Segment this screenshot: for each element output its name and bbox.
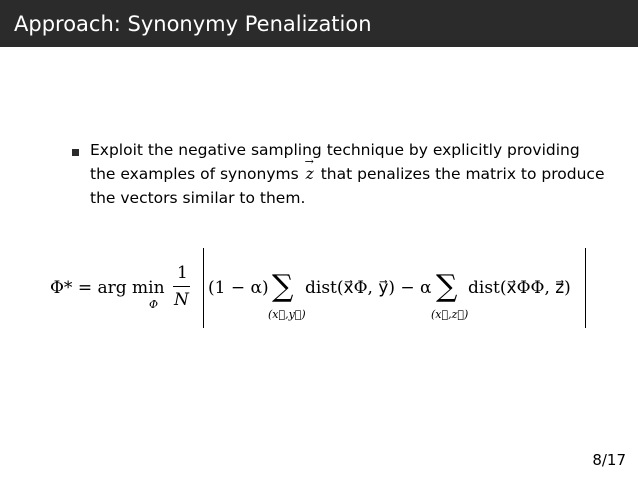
fraction-numerator: 1	[177, 263, 188, 283]
loss-formula	[0, 245, 638, 335]
fraction-line	[173, 286, 190, 287]
abs-bar-left	[203, 248, 204, 328]
bullet-text-after: that penalizes the matrix to produce the vectors similar to them.	[90, 165, 605, 207]
bullet-marker	[72, 149, 79, 156]
sum-symbol-2: ∑	[436, 269, 458, 304]
formula-lhs: Φ* = arg min	[50, 278, 165, 298]
sum1-subscript: (x⃗,y⃗)	[268, 308, 306, 321]
title-bar	[0, 0, 638, 47]
bullet-text	[90, 138, 605, 210]
bullet-text-before: Exploit the negative sampling technique by explicitly providing the examples of synonyms	[90, 141, 580, 183]
sum2-subscript: (x⃗,z⃗)	[431, 308, 469, 321]
formula-dist2: dist(x⃗ΦΦ, z⃗)	[468, 278, 571, 298]
formula-term1: (1 − α)	[208, 278, 269, 298]
sum-symbol-1: ∑	[272, 269, 294, 304]
synonym-vector-symbol: → z	[304, 162, 316, 186]
formula-dist1: dist(x⃗Φ, y⃗) − α	[305, 278, 432, 298]
page-number: 8/17	[592, 451, 626, 469]
argmin-subscript: Φ	[149, 298, 159, 311]
abs-bar-right	[585, 248, 586, 328]
slide-title: Approach: Synonymy Penalization	[14, 12, 372, 36]
fraction-denominator: N	[174, 290, 189, 310]
